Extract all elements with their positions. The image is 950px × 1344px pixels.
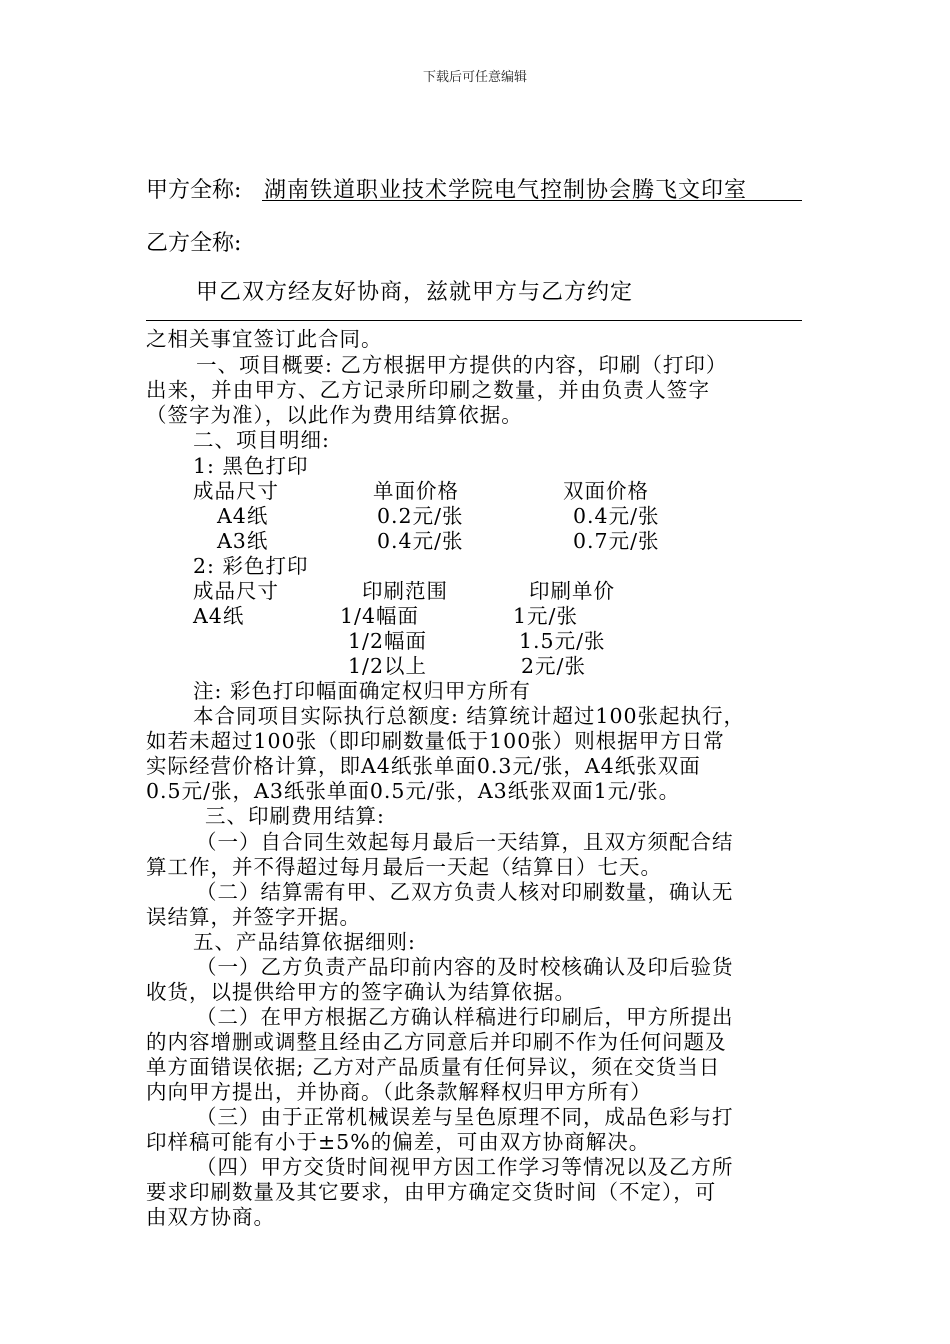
section5-p2-line-4: 内向甲方提出，并协商。（此条款解释权归甲方所有） [146, 1080, 652, 1104]
intro-line-1: 甲乙双方经友好协商，兹就甲方与乙方约定 [196, 280, 634, 305]
section3-p2-line-1: （二）结算需有甲、乙双方负责人核对印刷数量，确认无 [196, 880, 734, 904]
color-row-3-range: 1/2以上 [348, 654, 427, 678]
section5-p2-line-1: （二）在甲方根据乙方确认样稿进行印刷后，甲方所提出 [196, 1005, 734, 1029]
bw-row-2-double: 0.7元/张 [573, 529, 660, 553]
color-row-1-price: 1元/张 [513, 604, 578, 628]
bw-row-1-double: 0.4元/张 [573, 504, 660, 528]
color-header-price: 印刷单价 [529, 579, 615, 603]
bw-header-double: 双面价格 [563, 479, 649, 503]
total-line-1: 本合同项目实际执行总额度: 结算统计超过100张起执行， [193, 704, 746, 728]
bw-print-title: 1: 黑色打印 [193, 454, 309, 478]
section5-p3-line-2: 印样稿可能有小于±5%的偏差，可由双方协商解决。 [146, 1130, 651, 1154]
total-line-3: 实际经营价格计算，即A4纸张单面0.3元/张，A4纸张双面 [146, 754, 701, 778]
section5-title: 五、产品结算依据细则: [193, 930, 416, 954]
bw-header-size: 成品尺寸 [193, 479, 279, 503]
intro-underline [146, 320, 802, 321]
party-b-label: 乙方全称: [146, 231, 242, 256]
section5-p2-line-3: 单方面错误依据; 乙方对产品质量有任何异议，须在交货当日 [146, 1055, 721, 1079]
color-row-2-range: 1/2幅面 [348, 629, 427, 653]
party-a-underline [262, 200, 802, 201]
section5-p4-line-1: （四）甲方交货时间视甲方因工作学习等情况以及乙方所 [196, 1155, 734, 1179]
color-row-3-price: 2元/张 [521, 654, 586, 678]
intro-line-2: 之相关事宜签订此合同。 [146, 327, 383, 351]
color-header-range: 印刷范围 [362, 579, 448, 603]
color-header-size: 成品尺寸 [193, 579, 279, 603]
section5-p1-line-1: （一）乙方负责产品印前内容的及时校核确认及印后验货 [196, 955, 734, 979]
section3-p1-line-2: 算工作，并不得超过每月最后一天起（结算日）七天。 [146, 855, 662, 879]
bw-row-1-size: A4纸 [217, 504, 269, 528]
section5-p3-line-1: （三）由于正常机械误差与呈色原理不同，成品色彩与打 [196, 1105, 734, 1129]
section2-title: 二、项目明细: [193, 428, 330, 452]
color-note: 注: 彩色打印幅面确定权归甲方所有 [193, 679, 531, 703]
section1-line-2: 出来，并由甲方、乙方记录所印刷之数量，并由负责人签字 [146, 378, 711, 402]
section5-p4-line-3: 由双方协商。 [146, 1205, 275, 1229]
bw-header-single: 单面价格 [373, 479, 459, 503]
section3-title: 三、印刷费用结算: [205, 804, 385, 828]
party-a-label: 甲方全称: [146, 178, 242, 203]
party-a-name: 湖南铁道职业技术学院电气控制协会腾飞文印室 [264, 178, 748, 203]
bw-row-2-size: A3纸 [217, 529, 269, 553]
section3-p2-line-2: 误结算，并签字开据。 [146, 905, 361, 929]
section5-p1-line-2: 收货，以提供给甲方的签字确认为结算依据。 [146, 980, 576, 1004]
section5-p4-line-2: 要求印刷数量及其它要求，由甲方确定交货时间（不定），可 [146, 1180, 717, 1204]
color-row-1-range: 1/4幅面 [340, 604, 419, 628]
bw-row-2-single: 0.4元/张 [377, 529, 464, 553]
section3-p1-line-1: （一）自合同生效起每月最后一天结算，且双方须配合结 [196, 830, 734, 854]
section5-p2-line-2: 的内容增删或调整且经由乙方同意后并印刷不作为任何问题及 [146, 1030, 727, 1054]
color-print-title: 2: 彩色打印 [193, 554, 309, 578]
header-note: 下载后可任意编辑 [422, 70, 527, 85]
total-line-2: 如若未超过100张（即印刷数量低于100张）则根据甲方日常 [146, 729, 725, 753]
bw-row-1-single: 0.2元/张 [377, 504, 464, 528]
color-row-2-price: 1.5元/张 [519, 629, 606, 653]
section1-line-1: 一、项目概要: 乙方根据甲方提供的内容，印刷（打印） [196, 353, 728, 377]
color-size: A4纸 [193, 604, 245, 628]
section1-line-3: （签字为准），以此作为费用结算依据。 [146, 403, 523, 427]
total-line-4: 0.5元/张，A3纸张单面0.5元/张，A3纸张双面1元/张。 [146, 779, 681, 803]
